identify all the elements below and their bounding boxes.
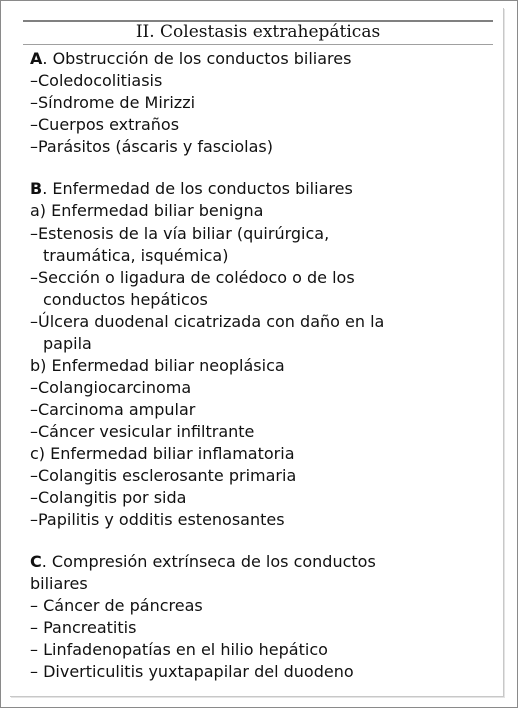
dash: – xyxy=(30,93,38,112)
section-b-sub-c: c) Enfermedad biliar inflamatoria xyxy=(30,444,295,463)
section-b-item-continued: papila xyxy=(43,334,92,353)
item-text: Síndrome de Mirizzi xyxy=(38,93,196,112)
item-text: Carcinoma ampular xyxy=(38,400,196,419)
dash: – xyxy=(30,466,38,485)
dash: – xyxy=(30,224,38,243)
section-b-item xyxy=(30,422,254,442)
section-c-heading-text: . Compresión extrínseca de los conductos xyxy=(41,552,376,571)
section-b-item xyxy=(30,400,195,420)
section-b-item xyxy=(30,268,355,288)
item-text: Cuerpos extraños xyxy=(38,115,180,134)
section-b-item xyxy=(30,224,329,244)
item-text: Papilitis y odditis estenosantes xyxy=(38,510,285,529)
dash: – xyxy=(30,488,38,507)
dash: – xyxy=(30,71,38,90)
dash: – xyxy=(30,378,38,397)
section-b-item xyxy=(30,466,296,486)
dash: – xyxy=(30,596,44,615)
item-text: Linfadenopatías en el hilio hepático xyxy=(43,640,328,659)
dash: – xyxy=(30,312,38,331)
section-c-heading xyxy=(30,552,376,572)
section-c-item xyxy=(30,662,354,682)
section-b-sub-b: b) Enfermedad biliar neoplásica xyxy=(30,356,285,375)
table-title: II. Colestasis extrahepáticas xyxy=(135,22,381,42)
section-a-heading-text: . Obstrucción de los conductos biliares xyxy=(42,49,352,68)
dash: – xyxy=(30,510,38,529)
dash: – xyxy=(30,137,38,156)
section-b-letter: B xyxy=(30,179,43,198)
dash: – xyxy=(30,268,38,287)
item-text: Estenosis de la vía biliar (quirúrgica, xyxy=(38,224,330,243)
section-a-item xyxy=(30,71,162,91)
section-b-sub-a: a) Enfermedad biliar benigna xyxy=(30,201,264,220)
item-text: Úlcera duodenal cicatrizada con daño en la xyxy=(38,312,385,331)
item-text: Parásitos (áscaris y fasciolas) xyxy=(38,137,273,156)
item-text: Cáncer vesicular infiltrante xyxy=(38,422,255,441)
section-b-heading-text: . Enfermedad de los conductos biliares xyxy=(42,179,353,198)
item-text: Colangitis por sida xyxy=(38,488,187,507)
section-c-item xyxy=(30,596,203,616)
item-text: Cáncer de páncreas xyxy=(43,596,203,615)
section-b-heading xyxy=(30,179,353,199)
section-b-item-continued: traumática, isquémica) xyxy=(43,246,229,265)
dash: – xyxy=(30,662,44,681)
item-text: Pancreatitis xyxy=(43,618,137,637)
section-b-item-continued: conductos hepáticos xyxy=(43,290,208,309)
section-a-item xyxy=(30,137,273,157)
item-text: Diverticulitis yuxtapapilar del duodeno xyxy=(43,662,354,681)
dash: – xyxy=(30,618,44,637)
section-b-item xyxy=(30,488,186,508)
section-c-heading-continued: biliares xyxy=(30,574,88,593)
item-text: Coledocolitiasis xyxy=(38,71,163,90)
section-b-item xyxy=(30,510,285,530)
section-b-item xyxy=(30,312,384,332)
dash: – xyxy=(30,400,38,419)
dash: – xyxy=(30,115,38,134)
item-text: Sección o ligadura de colédoco o de los xyxy=(38,268,355,287)
section-b-item xyxy=(30,378,191,398)
item-text: Colangiocarcinoma xyxy=(38,378,192,397)
section-a-item xyxy=(30,93,195,113)
dash: – xyxy=(30,640,44,659)
section-a-heading xyxy=(30,49,351,69)
section-a-letter: A xyxy=(30,49,43,68)
section-a-item xyxy=(30,115,179,135)
section-c-letter: C xyxy=(30,552,42,571)
section-c-item xyxy=(30,640,328,660)
item-text: Colangitis esclerosante primaria xyxy=(38,466,297,485)
section-c-item xyxy=(30,618,136,638)
dash: – xyxy=(30,422,38,441)
